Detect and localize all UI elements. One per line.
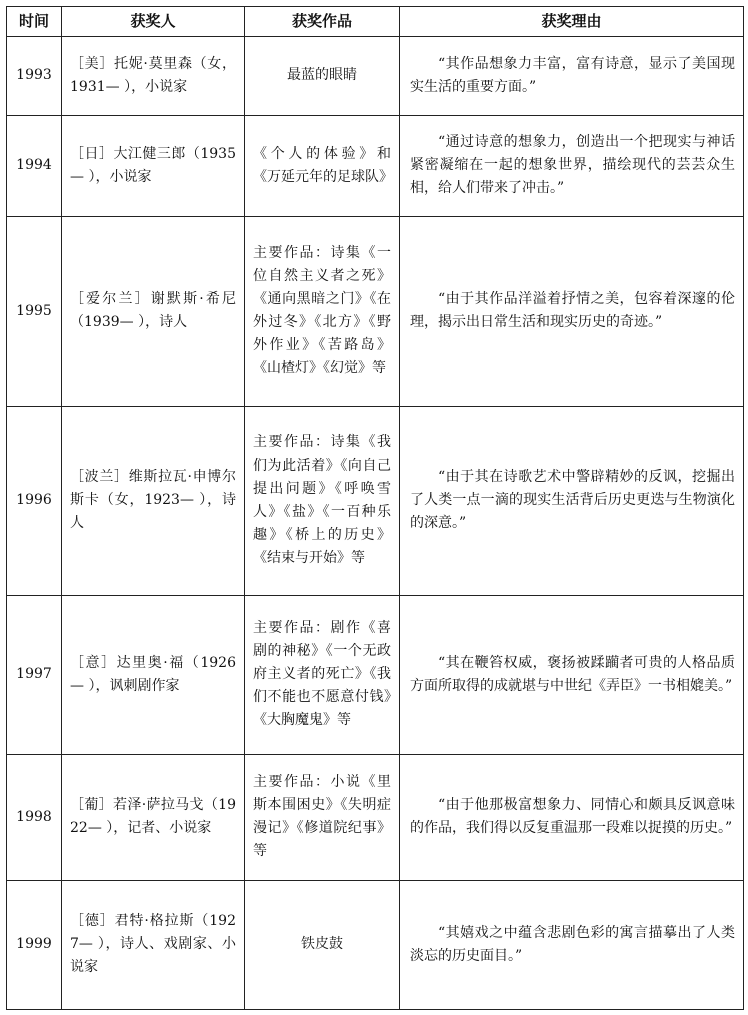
works-cell: 铁皮鼓 [245, 880, 400, 1009]
works-cell: 最蓝的眼睛 [245, 36, 400, 115]
year-cell: 1993 [7, 36, 62, 115]
reason-cell: “通过诗意的想象力，创造出一个把现实与神话紧密凝缩在一起的想象世界，描绘现代的芸芸众生相，给人们带来了冲击。” [400, 115, 744, 216]
table-row [7, 216, 744, 406]
header-year: 时间 [7, 7, 62, 37]
year-cell: 1994 [7, 115, 62, 216]
reason-cell: “其作品想象力丰富，富有诗意，显示了美国现实生活的重要方面。” [400, 36, 744, 115]
works-cell: 主要作品：小说《里斯本围困史》《失明症漫记》《修道院纪事》等 [245, 754, 400, 880]
header-works: 获奖作品 [245, 7, 400, 37]
reason-cell: “其在鞭笞权威，褒扬被蹂躏者可贵的人格品质方面所取得的成就堪与中世纪《弄臣》一书相媲美。” [400, 595, 744, 754]
table-row [7, 595, 744, 754]
winner-cell: ［爱尔兰］谢默斯·希尼（1939— ），诗人 [62, 216, 245, 406]
table-row [7, 754, 744, 880]
reason-cell: “由于其在诗歌艺术中警辟精妙的反讽，挖掘出了人类一点一滴的现实生活背后历史更迭与生物演化的深意。” [400, 406, 744, 595]
works-cell: 《个人的体验》和《万延元年的足球队》 [245, 115, 400, 216]
year-cell: 1998 [7, 754, 62, 880]
works-cell: 主要作品：剧作《喜剧的神秘》《一个无政府主义者的死亡》《我们不能也不愿意付钱》《大胸魔鬼》等 [245, 595, 400, 754]
table-row [7, 880, 744, 1009]
header-row [7, 7, 744, 37]
reason-cell: “其嬉戏之中蕴含悲剧色彩的寓言描摹出了人类淡忘的历史面目。” [400, 880, 744, 1009]
year-cell: 1997 [7, 595, 62, 754]
winner-cell: ［葡］若泽·萨拉马戈（1922— ），记者、小说家 [62, 754, 245, 880]
year-cell: 1995 [7, 216, 62, 406]
winner-cell: ［波兰］维斯拉瓦·申博尔斯卡（女，1923— ），诗人 [62, 406, 245, 595]
year-cell: 1999 [7, 880, 62, 1009]
year-cell: 1996 [7, 406, 62, 595]
winner-cell: ［美］托妮·莫里森（女，1931— ），小说家 [62, 36, 245, 115]
works-cell: 主要作品：诗集《一位自然主义者之死》《通向黑暗之门》《在外过冬》《北方》《野外作业》《苦路岛》《山楂灯》《幻觉》等 [245, 216, 400, 406]
table-row [7, 36, 744, 115]
header-reason: 获奖理由 [400, 7, 744, 37]
winner-cell: ［意］达里奥·福（1926— ），讽刺剧作家 [62, 595, 245, 754]
header-winner: 获奖人 [62, 7, 245, 37]
works-cell: 主要作品：诗集《我们为此活着》《向自己提出问题》《呼唤雪人》《盐》《一百种乐趣》《桥上的历史》《结束与开始》等 [245, 406, 400, 595]
nobel-prize-table [6, 6, 744, 1010]
reason-cell: “由于他那极富想象力、同情心和颇具反讽意味的作品，我们得以反复重温那一段难以捉摸的历史。” [400, 754, 744, 880]
winner-cell: ［德］君特·格拉斯（1927— ），诗人、戏剧家、小说家 [62, 880, 245, 1009]
reason-cell: “由于其作品洋溢着抒情之美，包容着深邃的伦理，揭示出日常生活和现实历史的奇迹。” [400, 216, 744, 406]
winner-cell: ［日］大江健三郎（1935— ），小说家 [62, 115, 245, 216]
table-row [7, 115, 744, 216]
table-row [7, 406, 744, 595]
